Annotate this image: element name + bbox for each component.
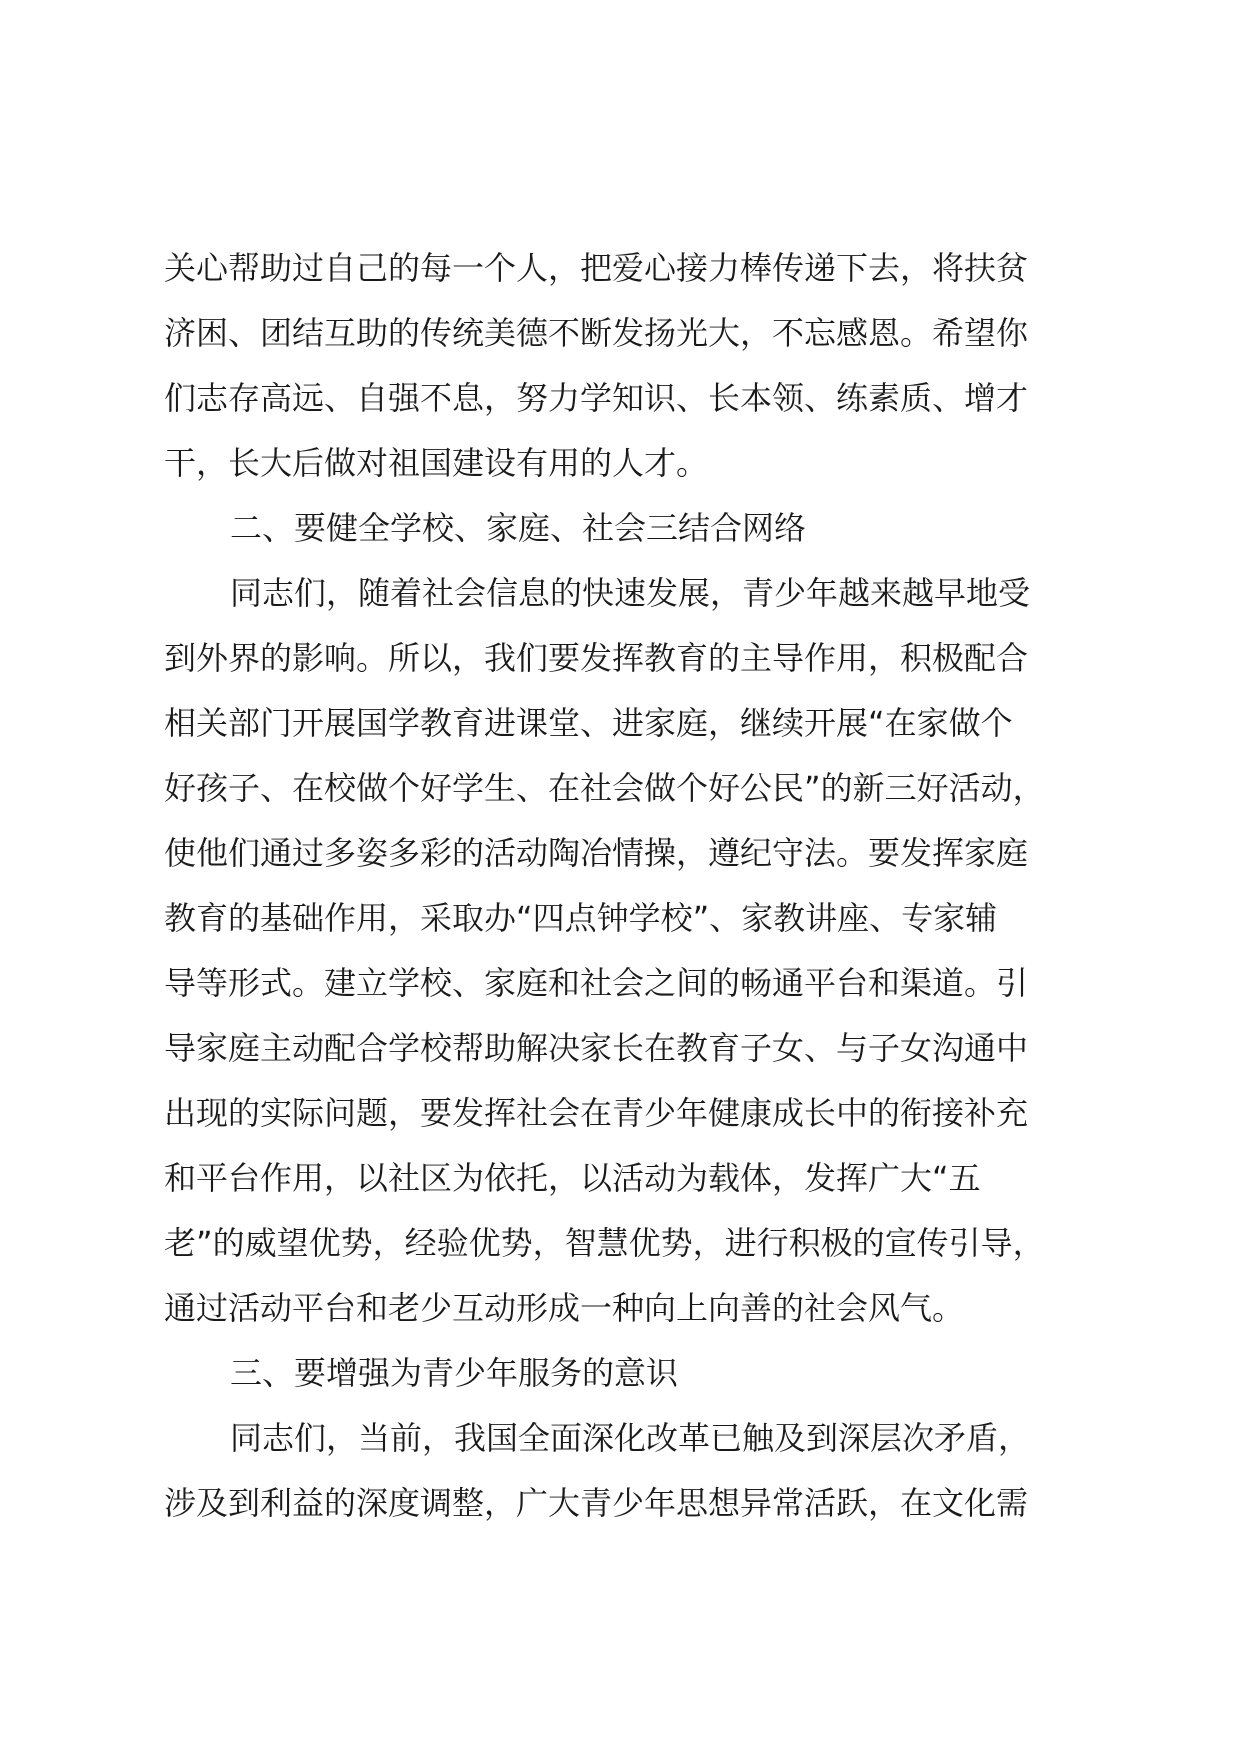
text-line: 教育的基础作用，采取办“四点钟学校”、家教讲座、专家辅 xyxy=(164,899,998,937)
paragraph-first-line: 同志们，当前，我国全面深化改革已触及到深层次矛盾， xyxy=(230,1419,1031,1457)
paragraph-first-line: 同志们，随着社会信息的快速发展，青少年越来越早地受 xyxy=(230,574,1031,612)
text-line: 出现的实际问题，要发挥社会在青少年健康成长中的衔接补充 xyxy=(164,1094,1029,1132)
text-line: 使他们通过多姿多彩的活动陶冶情操，遵纪守法。要发挥家庭 xyxy=(164,834,1029,872)
text-line: 到外界的影响。所以，我们要发挥教育的主导作用，积极配合 xyxy=(164,639,1029,677)
text-line: 相关部门开展国学教育进课堂、进家庭，继续开展“在家做个 xyxy=(164,704,1013,742)
section-heading: 二、要健全学校、家庭、社会三结合网络 xyxy=(230,509,807,547)
text-line: 关心帮助过自己的每一个人，把爱心接力棒传递下去，将扶贫 xyxy=(164,249,1029,287)
text-line: 好孩子、在校做个好学生、在社会做个好公民”的新三好活动， xyxy=(164,769,1045,807)
text-line: 老”的威望优势，经验优势，智慧优势，进行积极的宣传引导， xyxy=(164,1224,1045,1262)
section-heading: 三、要增强为青少年服务的意识 xyxy=(230,1354,679,1392)
document-body xyxy=(164,236,1084,1536)
text-line: 干，长大后做对祖国建设有用的人才。 xyxy=(164,444,709,482)
text-line: 导等形式。建立学校、家庭和社会之间的畅通平台和渠道。引 xyxy=(164,964,1029,1002)
text-line: 们志存高远、自强不息，努力学知识、长本领、练素质、增才 xyxy=(164,379,1029,417)
text-line: 涉及到利益的深度调整，广大青少年思想异常活跃，在文化需 xyxy=(164,1484,1029,1522)
text-line: 和平台作用，以社区为依托，以活动为载体，发挥广大“五 xyxy=(164,1159,981,1197)
text-line: 通过活动平台和老少互动形成一种向上向善的社会风气。 xyxy=(164,1289,965,1327)
text-line: 导家庭主动配合学校帮助解决家长在教育子女、与子女沟通中 xyxy=(164,1029,1029,1067)
text-line: 济困、团结互助的传统美德不断发扬光大，不忘感恩。希望你 xyxy=(164,314,1029,352)
